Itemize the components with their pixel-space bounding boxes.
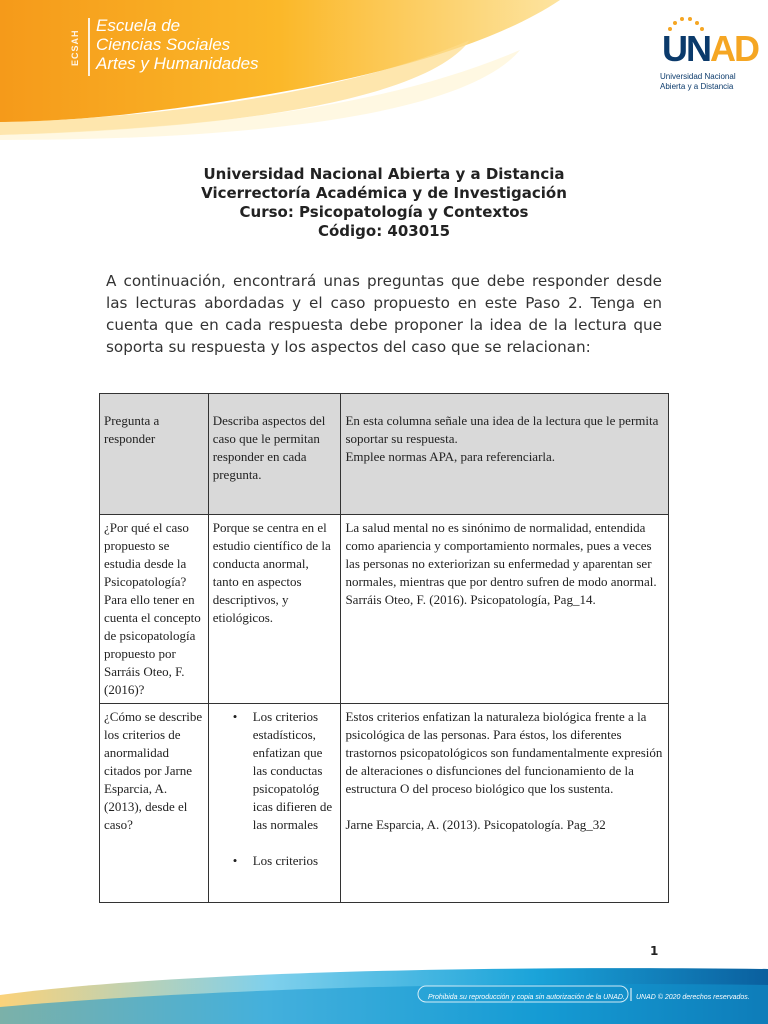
logo-un: UN	[662, 28, 710, 69]
header-divider	[88, 18, 90, 76]
page-footer	[0, 955, 768, 1024]
title-vicerrectoria: Vicerrectoría Académica y de Investigación	[201, 184, 567, 202]
header-idea-line-1: En esta columna señale una idea de la lectura que le permita soportar su respuesta.	[345, 413, 659, 446]
logo-sub-line-2: Abierta y a Distancia	[660, 82, 734, 91]
school-line-3: Artes y Humanidades	[96, 54, 259, 73]
logo-ad: AD	[710, 28, 758, 69]
header-question: Pregunta a responder	[100, 394, 209, 515]
footer-wave-graphic	[0, 955, 768, 1024]
questions-table	[99, 393, 669, 903]
title-course: Curso: Psicopatología y Contextos	[239, 203, 529, 221]
logo-wordmark	[662, 28, 758, 70]
row2-aspects	[208, 704, 341, 903]
row2-idea: Estos criterios enfatizan la naturaleza biológica frente a la psicológica de las personas. Para éstos, los diferentes trastornos psicopatológicos son fundamentalmente expresión de alteraciones o disfunciones del funcionamiento de la estructura O del proceso biológico que los sustenta.	[345, 709, 663, 796]
table-row	[100, 515, 669, 704]
footer-copy-notice: Prohibida su reproducción y copia sin autorización de la UNAD.	[428, 994, 625, 1001]
school-name	[96, 16, 259, 73]
school-line-2: Ciencias Sociales	[96, 35, 231, 54]
title-code: Código: 403015	[317, 222, 451, 240]
school-tag: ECSAH	[70, 29, 80, 67]
table-row	[100, 704, 669, 903]
school-line-1: Escuela de	[96, 16, 181, 35]
row1-idea-cell	[341, 515, 669, 704]
row1-aspects: Porque se centra en el estudio científico de la conducta anormal, tanto en aspectos descriptivos, y etiológicos.	[208, 515, 341, 704]
header-aspects: Describa aspectos del caso que le permitan responder en cada pregunta.	[208, 394, 341, 515]
bullet-item: • Los criterios estadísticos, enfatizan que las conductas psicopatológ icas difieren de las normales	[253, 708, 337, 834]
title-university: Universidad Nacional Abierta y a Distancia	[203, 165, 565, 183]
unad-logo	[660, 16, 760, 91]
document-titles	[100, 165, 668, 241]
header-idea-line-2: Emplee normas APA, para referenciarla.	[345, 449, 556, 464]
logo-sub-line-1: Universidad Nacional	[660, 72, 736, 81]
header-idea	[341, 394, 669, 515]
row2-reference: Jarne Esparcia, A. (2013). Psicopatología. Pag_32	[345, 817, 606, 832]
table-header-row	[100, 394, 669, 515]
row1-question: ¿Por qué el caso propuesto se estudia desde la Psicopatología? Para ello tener en cuenta el concepto de psicopatología propuesto por Sarráis Oteo, F. (2016)?	[100, 515, 209, 704]
page-header	[0, 0, 768, 140]
logo-subtitle	[660, 72, 736, 92]
row1-idea: La salud mental no es sinónimo de normalidad, entendida como apariencia y comportamiento normales, pues a veces las personas no exteriorizan su enfermedad y aparentan ser normales, mientras que por dentro sufren de modo anormal.	[345, 520, 657, 589]
bullet-item: • Los criterios	[253, 852, 337, 870]
row1-reference: Sarráis Oteo, F. (2016). Psicopatología, Pag_14.	[345, 592, 596, 607]
footer-rights: UNAD © 2020 derechos reservados.	[636, 994, 750, 1001]
row2-question: ¿Cómo se describe los criterios de anormalidad citados por Jarne Esparcia, A. (2013), desde el caso?	[100, 704, 209, 903]
intro-paragraph: A continuación, encontrará unas preguntas que debe responder desde las lecturas abordadas y el caso propuesto en este Paso 2. Tenga en cuenta que en cada respuesta debe proponer la idea de la lectura que soporta su respuesta y los aspectos del caso que se relacionan:	[106, 272, 662, 356]
page-number: 1	[650, 944, 659, 958]
row2-bullets	[213, 708, 337, 870]
row2-idea-cell	[341, 704, 669, 903]
